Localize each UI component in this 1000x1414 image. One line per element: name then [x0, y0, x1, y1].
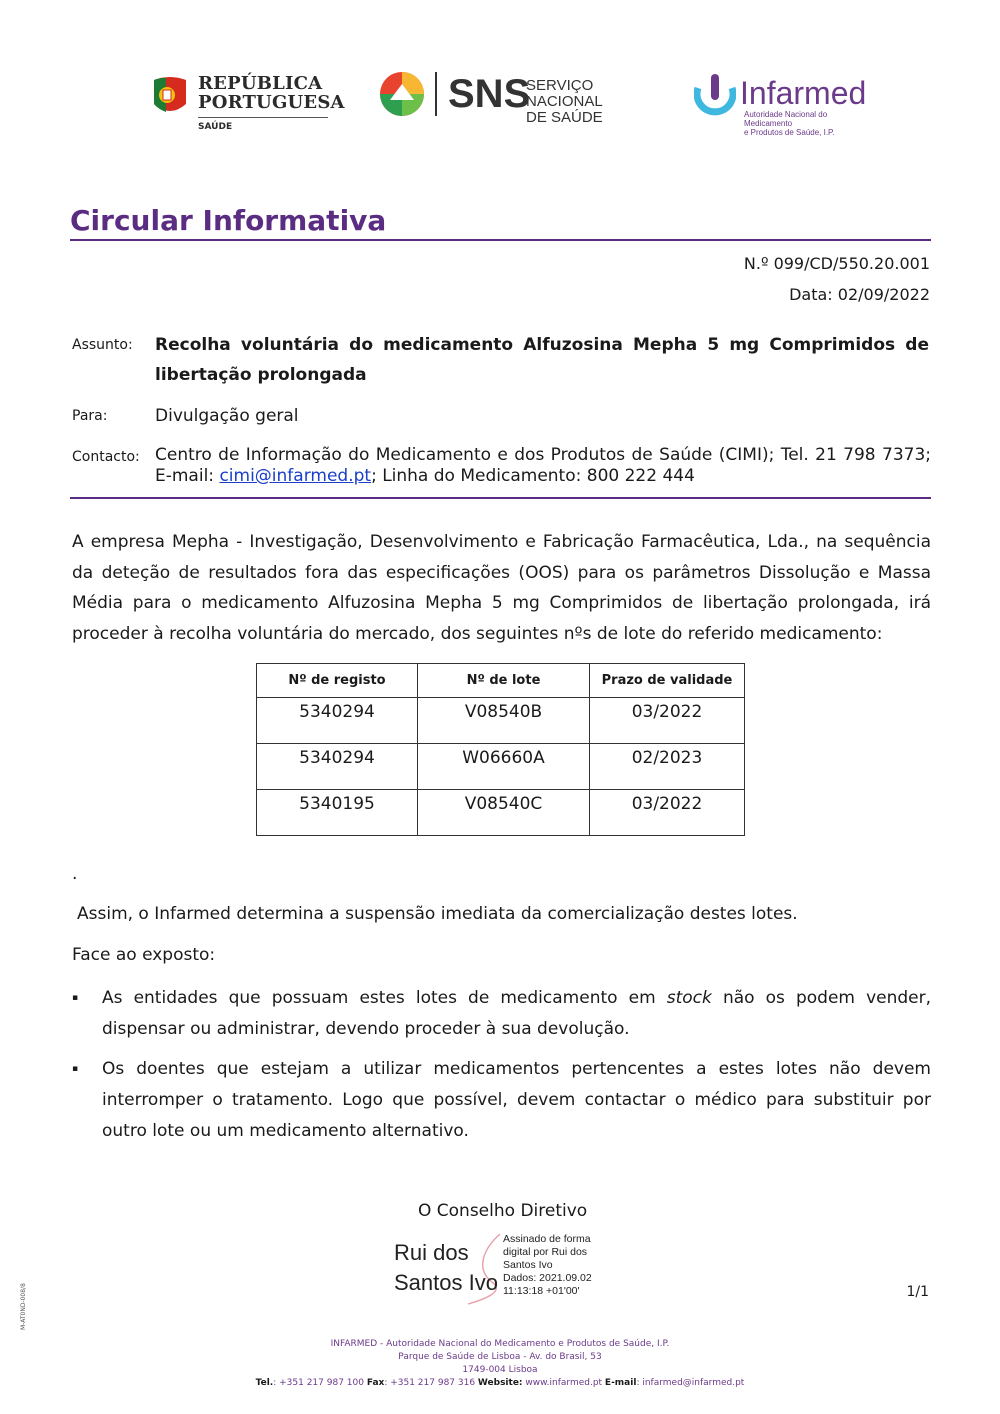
para-value: Divulgação geral	[155, 406, 299, 426]
table-cell: V08540B	[418, 698, 590, 744]
sns-line1: SERVIÇO NACIONAL	[526, 77, 603, 110]
signature-info-line: 11:13:18 +01'00'	[503, 1285, 580, 1297]
republica-portuguesa-logo	[152, 72, 345, 134]
divider	[198, 117, 328, 118]
bullet-marker: ▪	[72, 993, 79, 1003]
assim-paragraph: Assim, o Infarmed determina a suspensão imediata da comercialização destes lotes.	[77, 904, 798, 924]
website-value[interactable]: www.infarmed.pt	[522, 1378, 605, 1388]
table-cell: W06660A	[418, 744, 590, 790]
page-title: Circular Informativa	[70, 204, 387, 237]
council-label: O Conselho Diretivo	[418, 1201, 588, 1221]
table-row	[257, 790, 745, 836]
footer-line3: 1749-004 Lisboa	[462, 1365, 538, 1375]
table-row	[257, 698, 745, 744]
email-label: E-mail	[604, 1378, 637, 1388]
footer-line2: Parque de Saúde de Lisboa - Av. do Brasil, 53	[398, 1352, 602, 1362]
table-cell: 02/2023	[590, 744, 745, 790]
stray-dot: .	[72, 864, 78, 884]
infarmed-logo	[694, 72, 869, 137]
table-cell: 5340294	[257, 744, 418, 790]
sns-emblem-icon	[378, 70, 426, 118]
rp-line1: REPÚBLICA	[198, 73, 323, 94]
signer-name-line2: Santos Ivo	[394, 1270, 498, 1295]
signature-info-line: digital por Rui dos	[503, 1246, 588, 1258]
fax-label: Fax	[366, 1378, 385, 1388]
infarmed-line2: e Produtos de Saúde, I.P.	[744, 128, 835, 137]
assunto-value	[155, 330, 929, 390]
title-rule	[70, 239, 931, 241]
signer-name	[394, 1238, 498, 1298]
email-prefix: E-mail:	[155, 466, 220, 486]
table-cell: V08540C	[418, 790, 590, 836]
contacto-suffix: ; Linha do Medicamento: 800 222 444	[371, 466, 695, 486]
signature-info-line: Dados: 2021.09.02	[503, 1272, 592, 1284]
lots-table	[256, 663, 745, 836]
portugal-flag-icon	[152, 74, 188, 118]
circular-number: N.º 099/CD/550.20.001	[743, 254, 930, 273]
sns-line2: DE SAÚDE	[526, 109, 603, 126]
infarmed-line1: Autoridade Nacional do Medicamento	[744, 110, 828, 128]
rp-sub: SAÚDE	[198, 122, 233, 132]
rp-line2: PORTUGUESA	[198, 92, 345, 113]
contacto-label: Contacto:	[72, 449, 140, 465]
page-number: 1/1	[906, 1284, 929, 1300]
header-rule	[70, 497, 931, 499]
bullet-marker: ▪	[72, 1064, 79, 1074]
assunto-label: Assunto:	[72, 337, 133, 353]
bullet1-emphasis: stock	[666, 988, 712, 1008]
table-cell: 03/2022	[590, 790, 745, 836]
website-label: Website:	[477, 1378, 523, 1388]
table-cell: 03/2022	[590, 698, 745, 744]
para-label: Para:	[72, 408, 108, 424]
tel-label: Tel.	[255, 1378, 274, 1388]
table-header: Prazo de validade	[590, 664, 745, 698]
table-header: Nº de lote	[418, 664, 590, 698]
email-link[interactable]: cimi@infarmed.pt	[219, 466, 372, 486]
signature-info-line: Assinado de forma	[503, 1233, 591, 1245]
sns-logo	[378, 70, 648, 126]
table-cell: 5340195	[257, 790, 418, 836]
sns-acronym: SNS	[448, 72, 531, 116]
assunto-line2: libertação prolongada	[155, 365, 367, 385]
infarmed-name: Infarmed	[740, 75, 867, 111]
bullet2-text: Os doentes que estejam a utilizar medicamentos pertencentes a estes lotes não devem interromper o tratamento. Logo que possível, devem contactar o médico para substituir por outro lote ou um medicamento alternativo.	[102, 1059, 931, 1141]
circular-date: Data: 02/09/2022	[789, 285, 930, 304]
table-header: Nº de registo	[257, 664, 418, 698]
footer-line1: INFARMED - Autoridade Nacional do Medicamento e Produtos de Saúde, I.P.	[330, 1339, 670, 1349]
assunto-line1: Recolha voluntária do medicamento Alfuzosina Mepha 5 mg Comprimidos de	[155, 335, 929, 355]
list-item	[72, 983, 931, 1045]
table-cell: 5340294	[257, 698, 418, 744]
contacto-line2	[155, 466, 931, 487]
tel-value: : +351 217 987 100	[273, 1378, 367, 1388]
footer-contacts	[0, 1377, 1000, 1390]
divider	[435, 72, 437, 116]
list-item	[72, 1054, 931, 1147]
signature-info-line: Santos Ivo	[503, 1259, 553, 1271]
intro-paragraph: A empresa Mepha - Investigação, Desenvolvimento e Fabricação Farmacêutica, Lda., na sequência da deteção de resultados fora das especificações (OOS) para os parâmetros Dissolução e Massa Média para o medicamento Alfuzosina Mepha 5 mg Comprimidos de libertação prolongada, irá proceder à recolha voluntária do mercado, dos seguintes nºs de lote do referido medicamento:	[72, 532, 931, 644]
signer-name-line1: Rui dos	[394, 1240, 469, 1265]
table-header-row	[257, 664, 745, 698]
fax-value: : +351 217 987 316	[384, 1378, 478, 1388]
contacto-value	[155, 445, 931, 487]
bullet1-text-a: As entidades que possuam estes lotes de medicamento em	[102, 988, 667, 1008]
contacto-line1: Centro de Informação do Medicamento e dos Produtos de Saúde (CIMI); Tel. 21 798 7373;	[155, 445, 931, 465]
bullet1-text-b: não os podem vender, dispensar ou administrar, devendo proceder à sua devolução.	[102, 988, 931, 1039]
signature-info	[503, 1233, 592, 1298]
face-paragraph: Face ao exposto:	[72, 945, 216, 965]
email-value[interactable]: : infarmed@infarmed.pt	[636, 1378, 745, 1388]
infarmed-emblem-icon	[694, 74, 736, 118]
footer	[0, 1338, 1000, 1390]
table-row	[257, 744, 745, 790]
side-code: M-AT0ND-008/8	[20, 1283, 27, 1330]
